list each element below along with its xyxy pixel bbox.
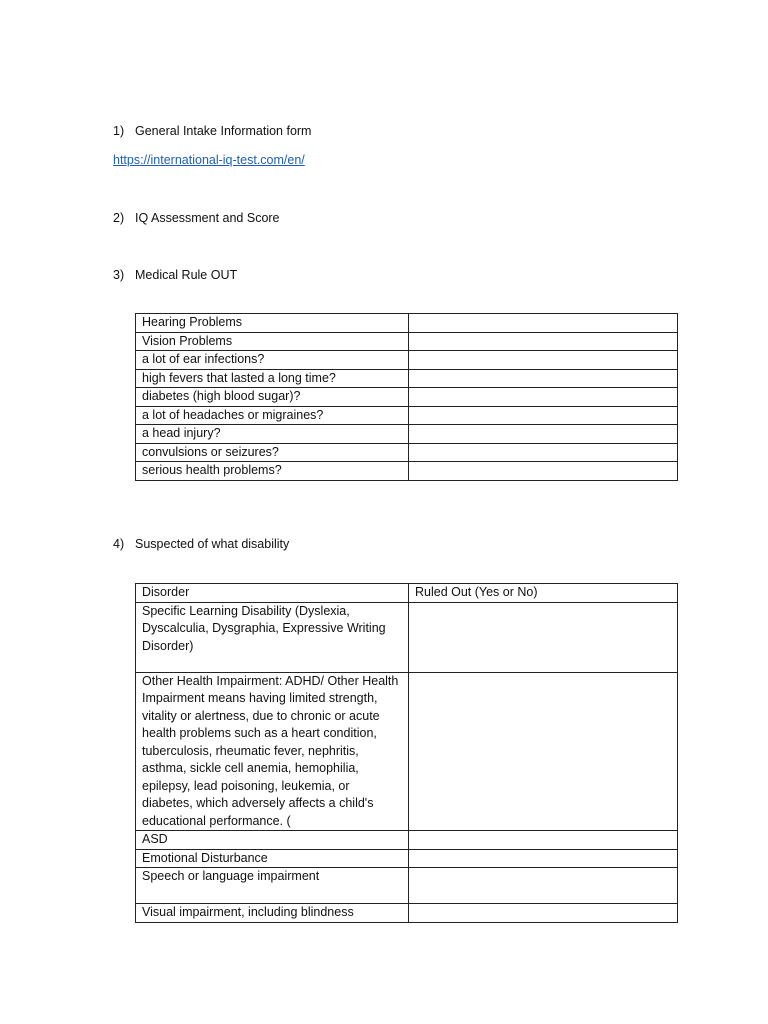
medical-item: diabetes (high blood sugar)? xyxy=(136,388,409,407)
table-row xyxy=(136,868,678,904)
table-row xyxy=(136,314,678,333)
medical-item: a lot of headaches or migraines? xyxy=(136,406,409,425)
answer-cell[interactable] xyxy=(409,849,678,868)
answer-cell[interactable] xyxy=(409,369,678,388)
medical-item: Vision Problems xyxy=(136,332,409,351)
section-1 xyxy=(113,124,311,138)
table-row xyxy=(136,602,678,672)
section-title: Medical Rule OUT xyxy=(135,268,238,282)
table-row xyxy=(136,443,678,462)
answer-cell[interactable] xyxy=(409,443,678,462)
section-4 xyxy=(113,537,289,551)
answer-cell[interactable] xyxy=(409,314,678,333)
answer-cell[interactable] xyxy=(409,332,678,351)
disability-table xyxy=(135,583,678,923)
table-row xyxy=(136,388,678,407)
disorder-cell: Other Health Impairment: ADHD/ Other Health Impairment means having limited strength, vitality or alertness, due to chronic or acute health problems such as a heart condition, tuberculosis, rheumatic fever, nephritis, asthma, sickle cell anemia, hemophilia, epilepsy, lead poisoning, leukemia, or diabetes, which adversely affects a child's educational performance. ( xyxy=(136,672,409,831)
table-row xyxy=(136,462,678,481)
iq-test-link[interactable]: https://international-iq-test.com/en/ xyxy=(113,153,305,167)
answer-cell[interactable] xyxy=(409,388,678,407)
medical-item: serious health problems? xyxy=(136,462,409,481)
answer-cell[interactable] xyxy=(409,425,678,444)
table-row xyxy=(136,831,678,850)
answer-cell[interactable] xyxy=(409,868,678,904)
answer-cell[interactable] xyxy=(409,602,678,672)
table-row xyxy=(136,849,678,868)
medical-item: Hearing Problems xyxy=(136,314,409,333)
table-row xyxy=(136,351,678,370)
answer-cell[interactable] xyxy=(409,904,678,923)
medical-item: convulsions or seizures? xyxy=(136,443,409,462)
table-row xyxy=(136,332,678,351)
ruled-out-header: Ruled Out (Yes or No) xyxy=(409,584,678,603)
section-3 xyxy=(113,268,237,282)
answer-cell[interactable] xyxy=(409,831,678,850)
table-row xyxy=(136,425,678,444)
medical-rule-out-table xyxy=(135,313,678,481)
section-number: 2) xyxy=(113,211,125,225)
answer-cell[interactable] xyxy=(409,462,678,481)
table-header-row xyxy=(136,584,678,603)
section-number: 4) xyxy=(113,537,125,551)
answer-cell[interactable] xyxy=(409,672,678,831)
section-number: 3) xyxy=(113,268,125,282)
disorder-cell: ASD xyxy=(136,831,409,850)
section-title: Suspected of what disability xyxy=(135,537,290,551)
answer-cell[interactable] xyxy=(409,406,678,425)
answer-cell[interactable] xyxy=(409,351,678,370)
table-row xyxy=(136,369,678,388)
disorder-cell: Visual impairment, including blindness xyxy=(136,904,409,923)
section-number: 1) xyxy=(113,124,125,138)
disorder-cell: Emotional Disturbance xyxy=(136,849,409,868)
medical-item: a lot of ear infections? xyxy=(136,351,409,370)
medical-item: a head injury? xyxy=(136,425,409,444)
disorder-cell: Speech or language impairment xyxy=(136,868,409,904)
section-2 xyxy=(113,211,280,225)
section-title: IQ Assessment and Score xyxy=(135,211,280,225)
table-row xyxy=(136,406,678,425)
disorder-cell: Specific Learning Disability (Dyslexia, Dyscalculia, Dysgraphia, Expressive Writing Disorder) xyxy=(136,602,409,672)
table-row xyxy=(136,904,678,923)
disorder-header: Disorder xyxy=(136,584,409,603)
section-title: General Intake Information form xyxy=(135,124,312,138)
table-row xyxy=(136,672,678,831)
medical-item: high fevers that lasted a long time? xyxy=(136,369,409,388)
